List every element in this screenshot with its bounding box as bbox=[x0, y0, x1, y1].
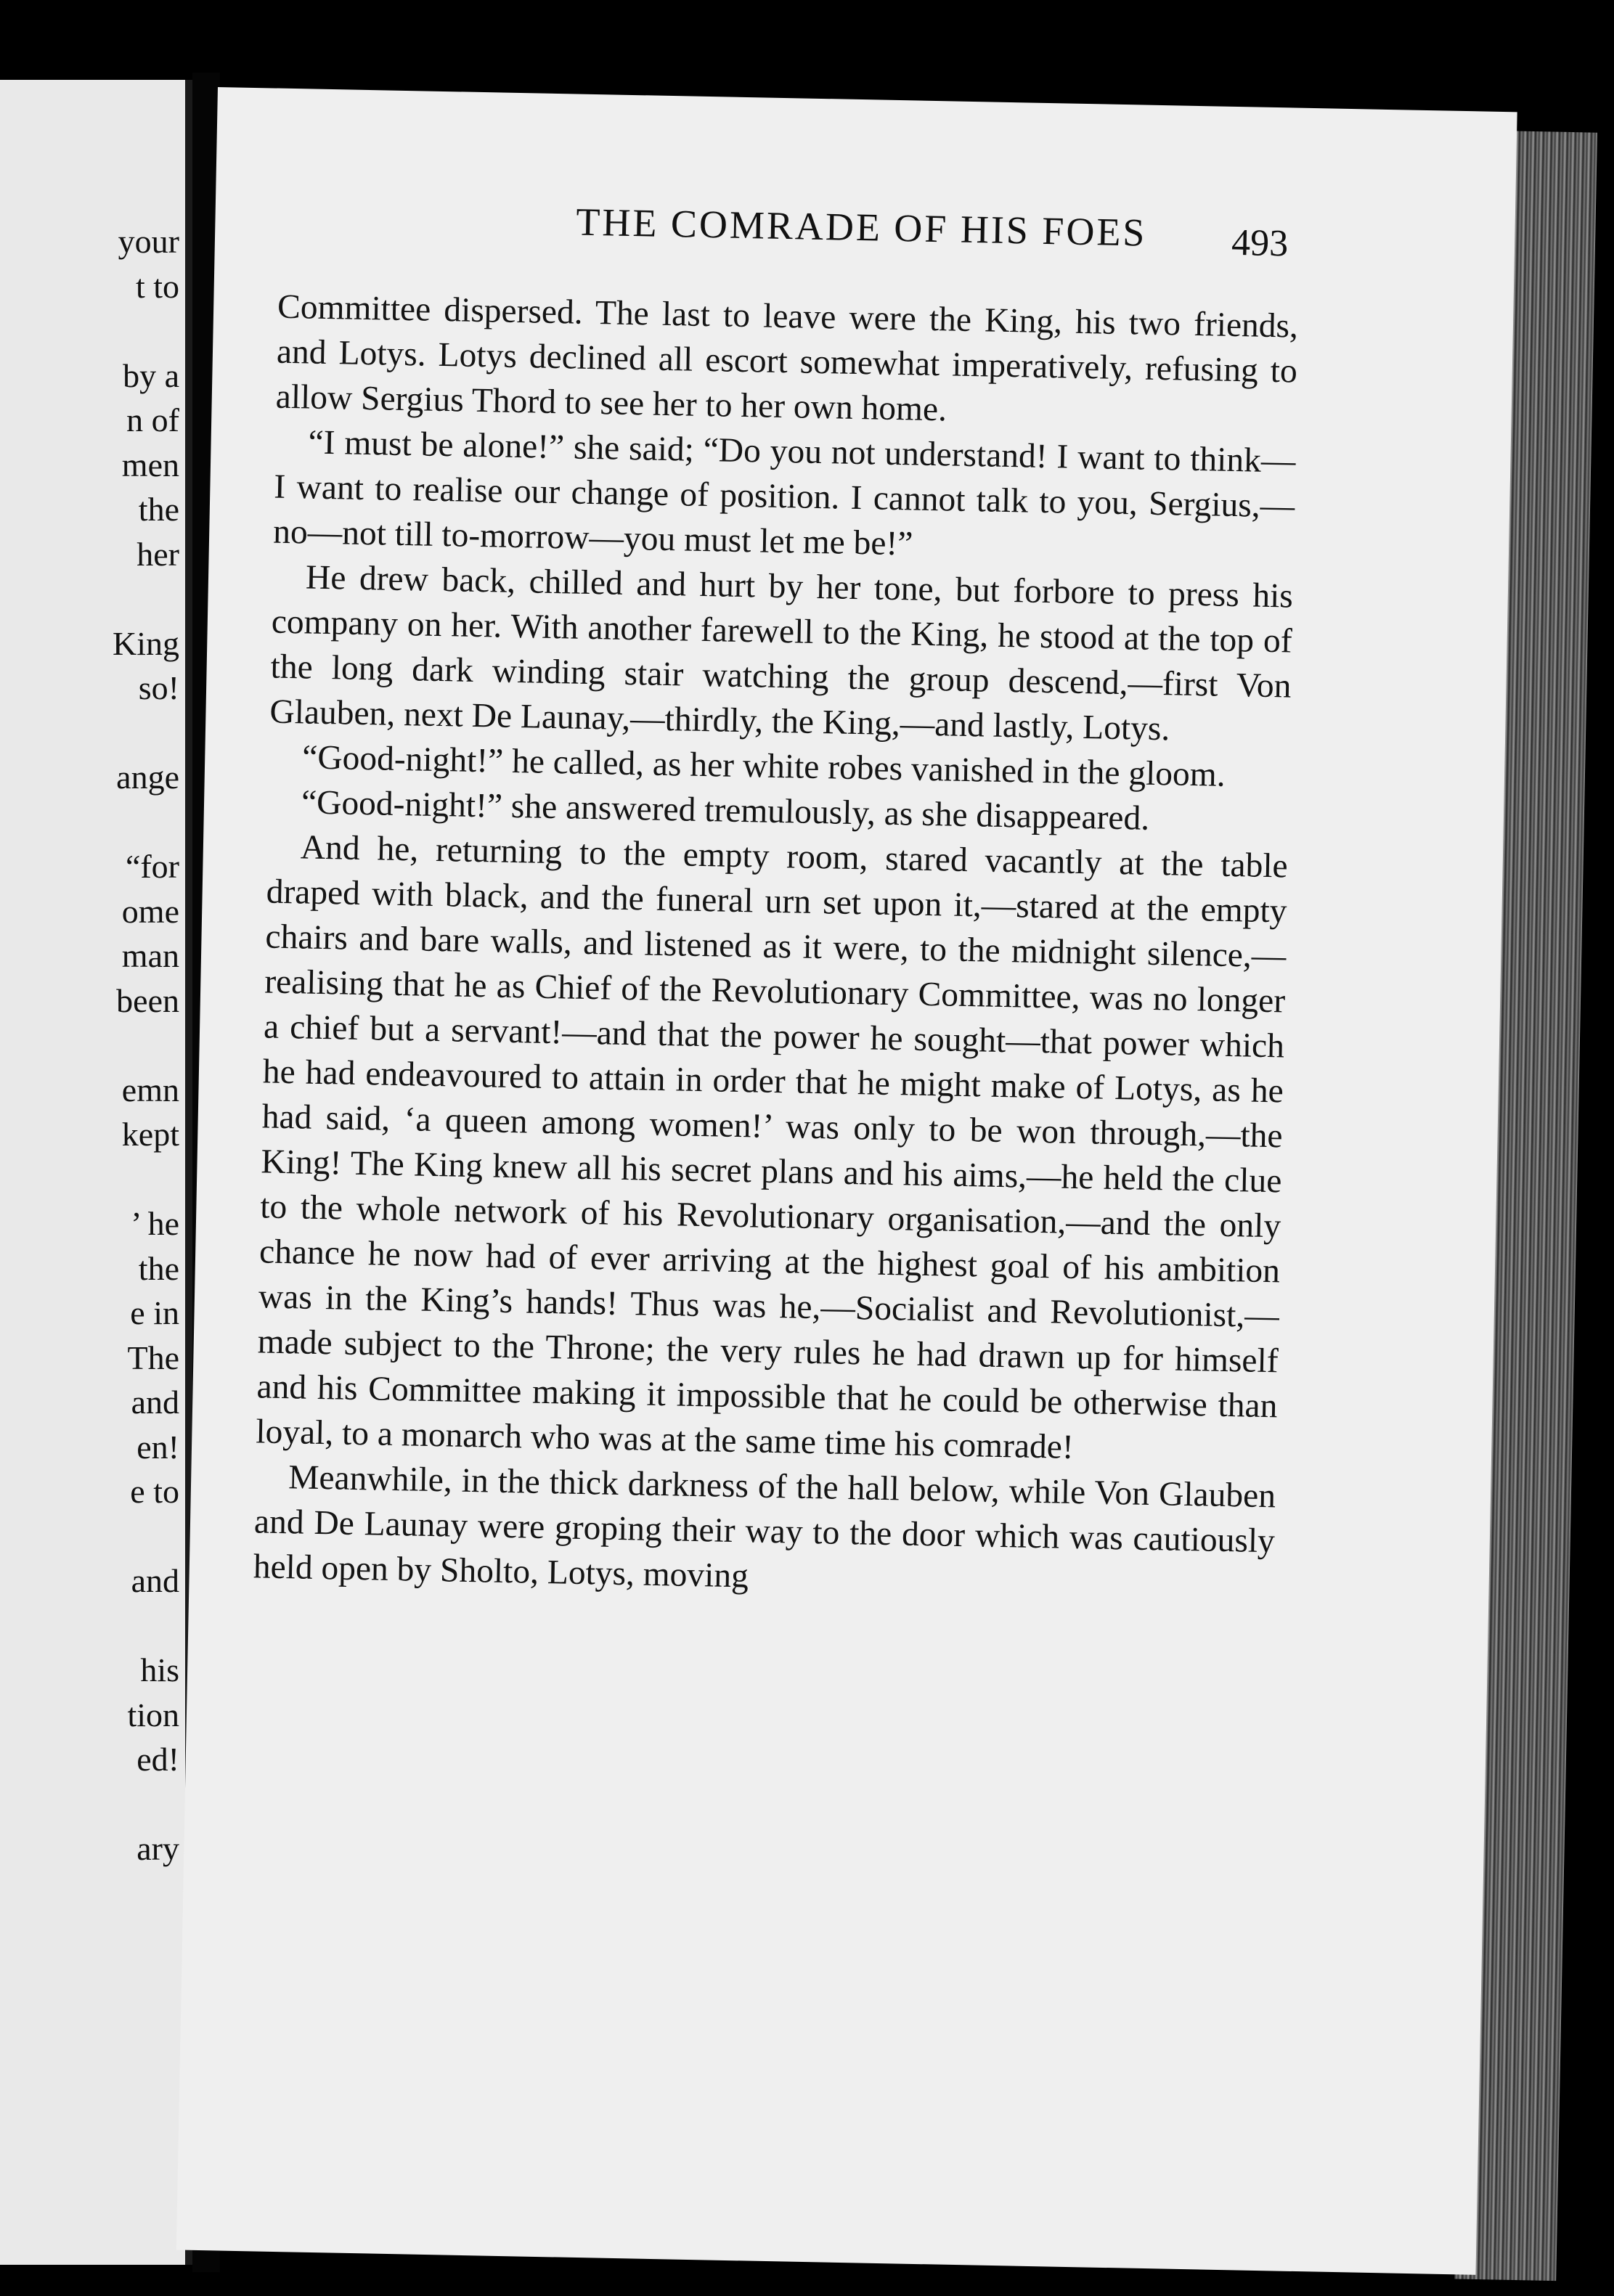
left-page-line: en! bbox=[136, 1428, 179, 1466]
left-page-line: tion bbox=[127, 1696, 179, 1733]
paragraph: Committee dispersed. The last to leave were the King, his two friends, and Lotys. Lotys declined all escort somewhat imperatively, refusing to allow Sergius Thord to see her to her own home. bbox=[275, 287, 1299, 429]
left-page-line: the bbox=[138, 1249, 179, 1287]
left-page-line: ange bbox=[116, 759, 179, 796]
left-page-line: ed! bbox=[136, 1741, 179, 1778]
paragraph: Meanwhile, in the thick darkness of the hall below, while Von Glauben and De Launay were groping their way to the door which was cautiously held open by Sholto, Lotys, moving bbox=[253, 1458, 1276, 1596]
left-page-line: the bbox=[138, 491, 179, 528]
paragraph: “I must be alone!” she said; “Do you not understand! I want to think—I want to realise our change of position. I cannot talk to you, Sergius,—no—not till to-morrow—you must let me be!” bbox=[272, 423, 1296, 563]
left-page-line: King bbox=[113, 624, 179, 662]
left-page-line: ’ he bbox=[131, 1205, 179, 1242]
left-page-line: ary bbox=[136, 1830, 179, 1867]
left-page-line: man bbox=[121, 937, 179, 974]
book-page bbox=[176, 87, 1517, 2275]
paragraph: “Good-night!” she answered tremulously, as she disappeared. bbox=[301, 783, 1150, 838]
left-page-line: t to bbox=[135, 267, 179, 305]
left-page-line: by a bbox=[123, 356, 179, 394]
page-number: 493 bbox=[1231, 221, 1289, 265]
left-page-line: your bbox=[118, 223, 179, 260]
left-page-line: emn bbox=[121, 1071, 179, 1108]
left-page-line: e in bbox=[130, 1294, 179, 1331]
left-page-line: been bbox=[116, 981, 179, 1019]
left-page-line: her bbox=[136, 535, 179, 573]
running-head: THE COMRADE OF HIS FOES bbox=[575, 200, 1148, 255]
left-page-line: ome bbox=[121, 892, 179, 930]
left-page-line: men bbox=[121, 446, 179, 483]
left-page-line: kept bbox=[121, 1116, 179, 1153]
paragraph: And he, returning to the empty room, stared vacantly at the table draped with black, and the funeral urn set upon it,—stared at the empty chairs and bare walls, and listened as it were, to the midnight silence,—realising that he as Chief of the Revolutionary Committee, was no longer a chief but a servant!—and that the power he sought—that power which he had endeavoured to attain in order that he might make of Lotys, as he had said, ‘a queen among women!’ was only to be won through,—the King! The King knew all his secret plans and his aims,—he held the clue to the whole network of his Revolutionary organisation,—and the only chance he now had of ever arriving at the highest goal of his ambition was in the King’s hands! Thus was he,—Socialist and Revolutionist,—made subject to the Throne; the very rules he had drawn up for himself and his Committee making it impossible that he could be otherwise than loyal, to a monarch who was at the same time his comrade! bbox=[255, 828, 1289, 1466]
left-page-line: “for bbox=[125, 848, 179, 885]
left-page-line: his bbox=[140, 1651, 179, 1688]
left-page-fragment bbox=[0, 80, 192, 2265]
left-page-line: n of bbox=[126, 401, 179, 438]
paragraph: He drew back, chilled and hurt by her tone, but forbore to press his company on her. With another farewell to the King, he stood at the top of the long dark winding stair watching the group descend,—first Von Glauben, next De Launay,—thirdly, the King,—and lastly, Lotys. bbox=[269, 558, 1294, 748]
left-page-line: so! bbox=[138, 669, 179, 706]
left-page-line: The bbox=[127, 1339, 179, 1376]
left-page-line: and bbox=[131, 1384, 179, 1421]
left-page-lines bbox=[0, 80, 185, 2265]
left-page-line: and bbox=[131, 1562, 179, 1599]
left-page-line: e to bbox=[130, 1473, 179, 1510]
body-text bbox=[253, 285, 1298, 1609]
paragraph: “Good-night!” he called, as her white robes vanished in the gloom. bbox=[301, 738, 1226, 794]
